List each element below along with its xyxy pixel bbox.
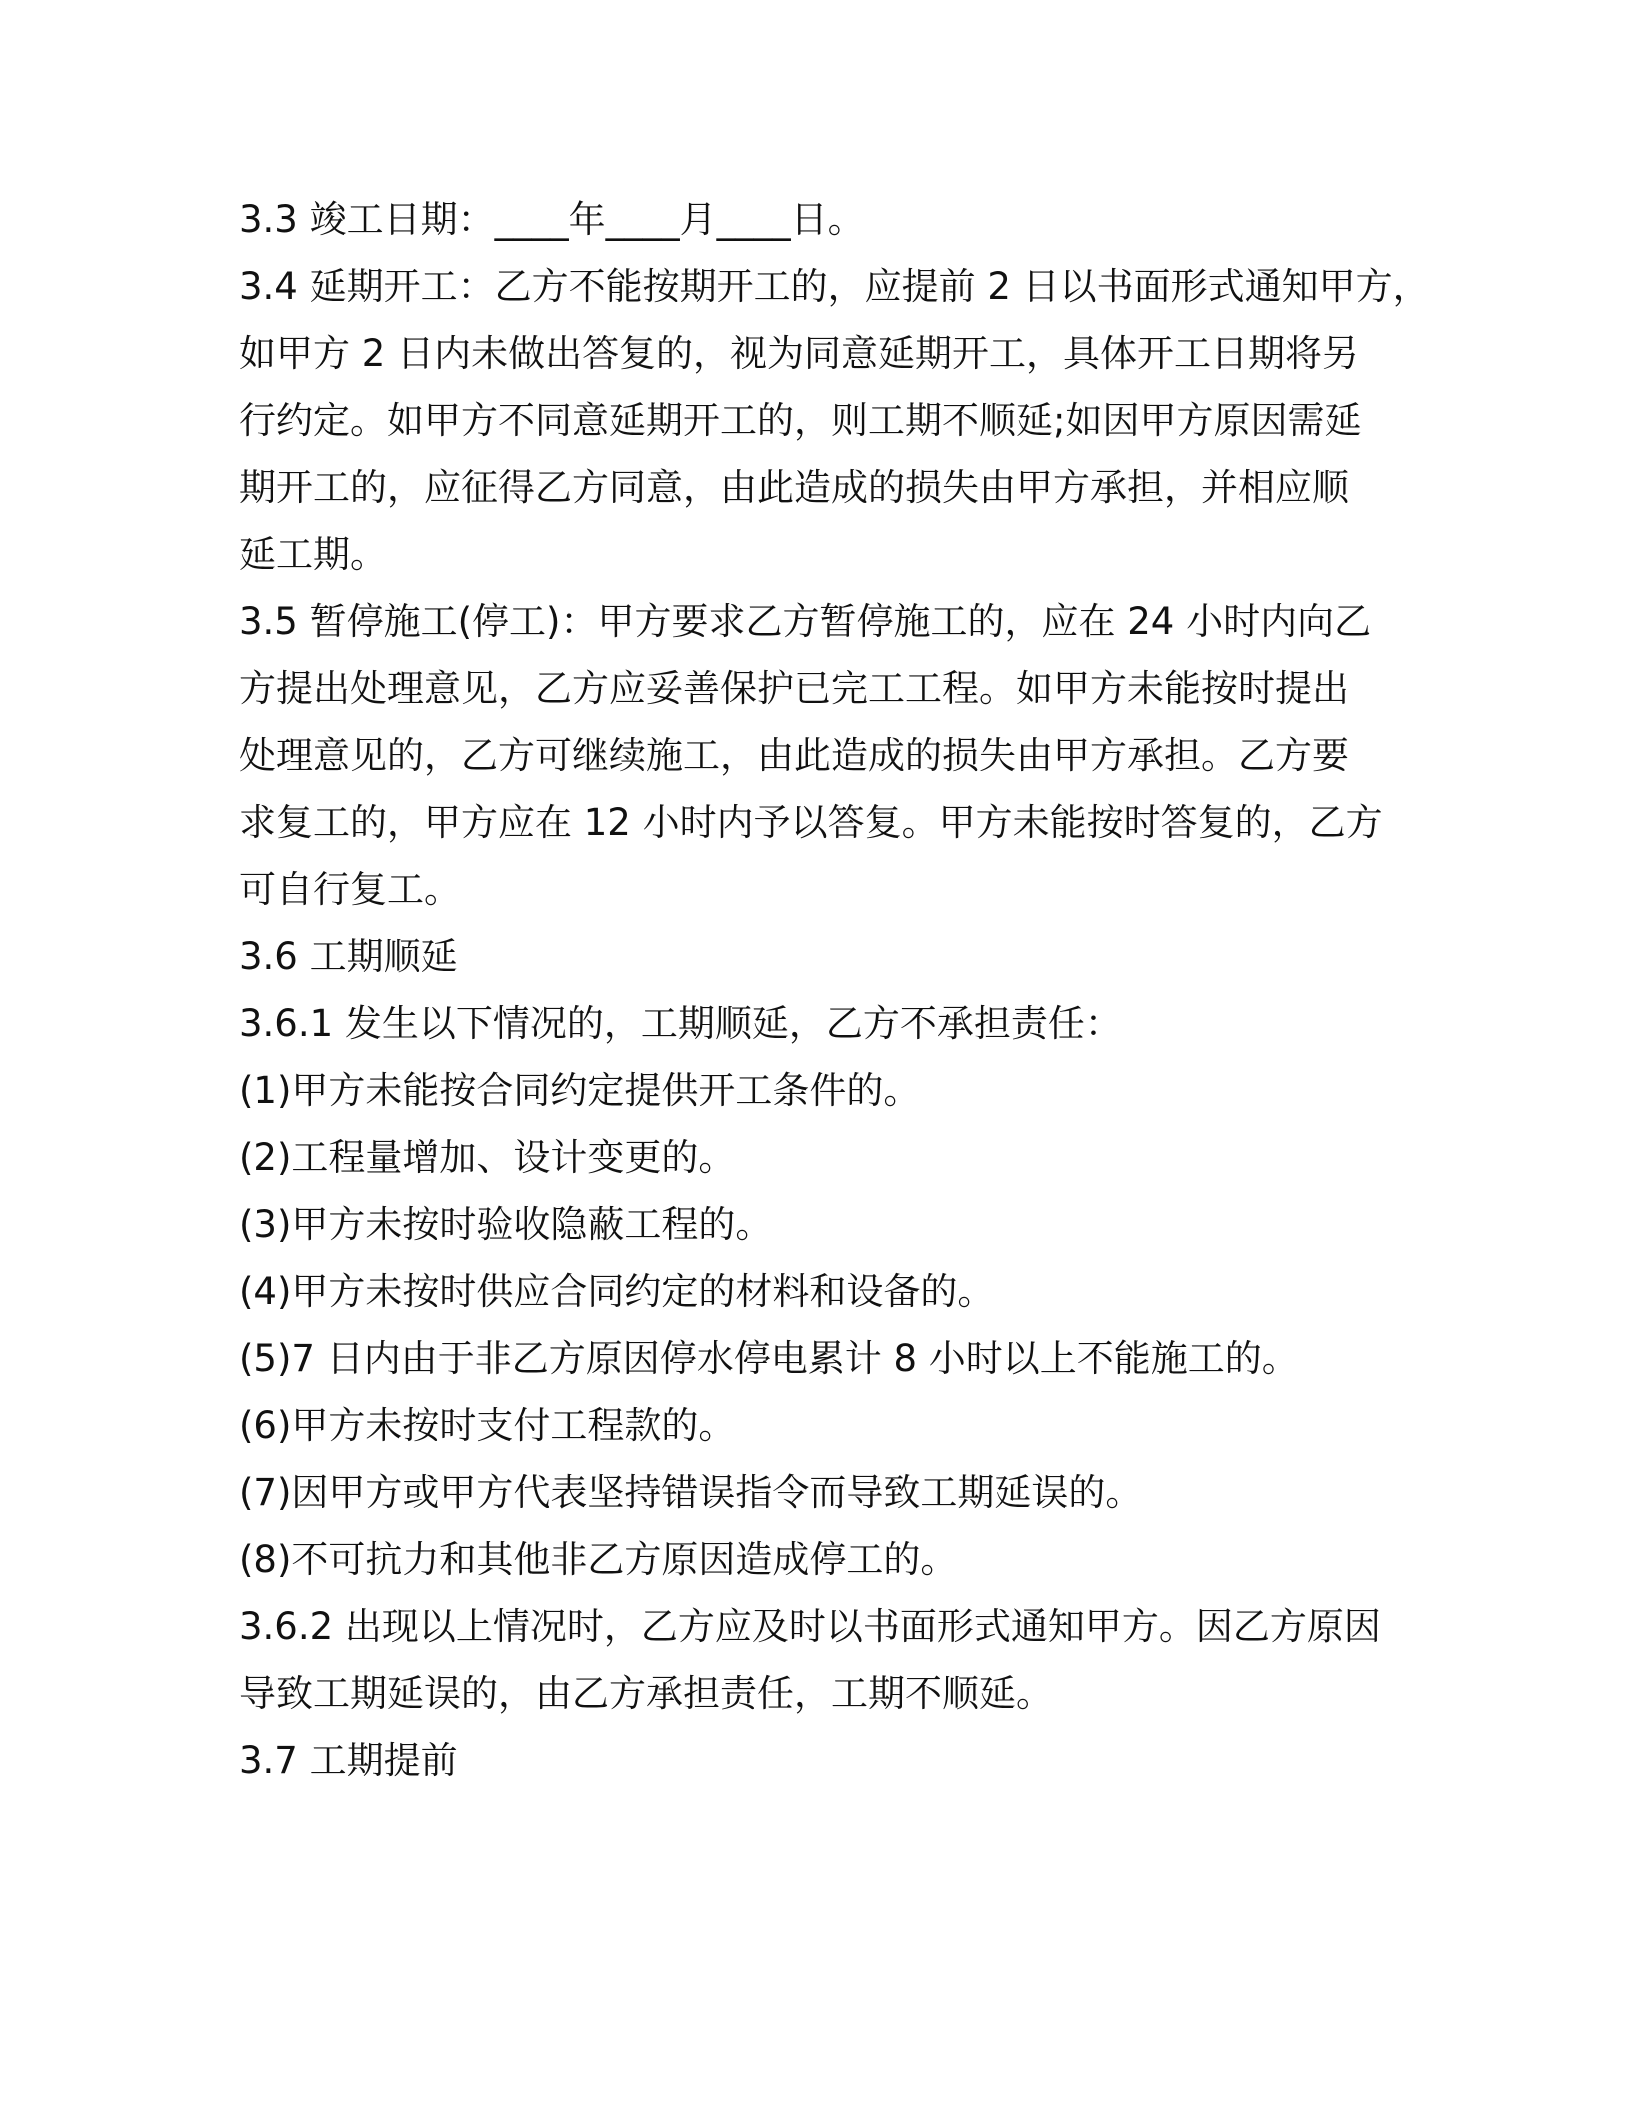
clause-3-6-1-item-5: (5)7 日内由于非乙方原因停水停电累计 8 小时以上不能施工的。 bbox=[239, 1337, 1299, 1380]
clause-3-3-completion-date: 3.3 竣工日期：____年____月____日。 bbox=[239, 198, 865, 241]
clause-3-6-heading: 3.6 工期顺延 bbox=[239, 935, 458, 978]
clause-3-6-2-line-1: 3.6.2 出现以上情况时，乙方应及时以书面形式通知甲方。因乙方原因 bbox=[239, 1605, 1381, 1648]
clause-3-6-2-line-2: 导致工期延误的，由乙方承担责任，工期不顺延。 bbox=[239, 1672, 1053, 1715]
clause-3-6-1-item-8: (8)不可抗力和其他非乙方原因造成停工的。 bbox=[239, 1538, 958, 1581]
clause-3-5-line-2: 方提出处理意见，乙方应妥善保护已完工工程。如甲方未能按时提出 bbox=[239, 667, 1349, 710]
clause-3-6-1-item-6: (6)甲方未按时支付工程款的。 bbox=[239, 1404, 736, 1447]
clause-3-5-line-4: 求复工的，甲方应在 12 小时内予以答复。甲方未能按时答复的，乙方 bbox=[239, 801, 1383, 844]
document-body bbox=[239, 186, 1430, 1794]
clause-3-4-line-4: 期开工的，应征得乙方同意，由此造成的损失由甲方承担，并相应顺 bbox=[239, 466, 1349, 509]
clause-3-5-line-1: 3.5 暂停施工(停工)：甲方要求乙方暂停施工的，应在 24 小时内向乙 bbox=[239, 600, 1372, 643]
clause-3-6-1-item-4: (4)甲方未按时供应合同约定的材料和设备的。 bbox=[239, 1270, 995, 1313]
clause-3-4-line-1: 3.4 延期开工：乙方不能按期开工的，应提前 2 日以书面形式通知甲方， bbox=[239, 265, 1430, 308]
clause-3-6-1-item-2: (2)工程量增加、设计变更的。 bbox=[239, 1136, 736, 1179]
clause-3-6-1: 3.6.1 发生以下情况的，工期顺延，乙方不承担责任： bbox=[239, 1002, 1122, 1045]
clause-3-5-line-5: 可自行复工。 bbox=[239, 868, 461, 911]
clause-3-4-line-2: 如甲方 2 日内未做出答复的，视为同意延期开工，具体开工日期将另 bbox=[239, 332, 1360, 375]
clause-3-5-line-3: 处理意见的，乙方可继续施工，由此造成的损失由甲方承担。乙方要 bbox=[239, 734, 1349, 777]
clause-3-6-1-item-7: (7)因甲方或甲方代表坚持错误指令而导致工期延误的。 bbox=[239, 1471, 1143, 1514]
clause-3-6-1-item-3: (3)甲方未按时验收隐蔽工程的。 bbox=[239, 1203, 773, 1246]
clause-3-4-line-5: 延工期。 bbox=[239, 533, 387, 576]
clause-3-6-1-item-1: (1)甲方未能按合同约定提供开工条件的。 bbox=[239, 1069, 921, 1112]
clause-3-4-line-3: 行约定。如甲方不同意延期开工的，则工期不顺延;如因甲方原因需延 bbox=[239, 399, 1362, 442]
clause-3-7-heading: 3.7 工期提前 bbox=[239, 1739, 458, 1782]
